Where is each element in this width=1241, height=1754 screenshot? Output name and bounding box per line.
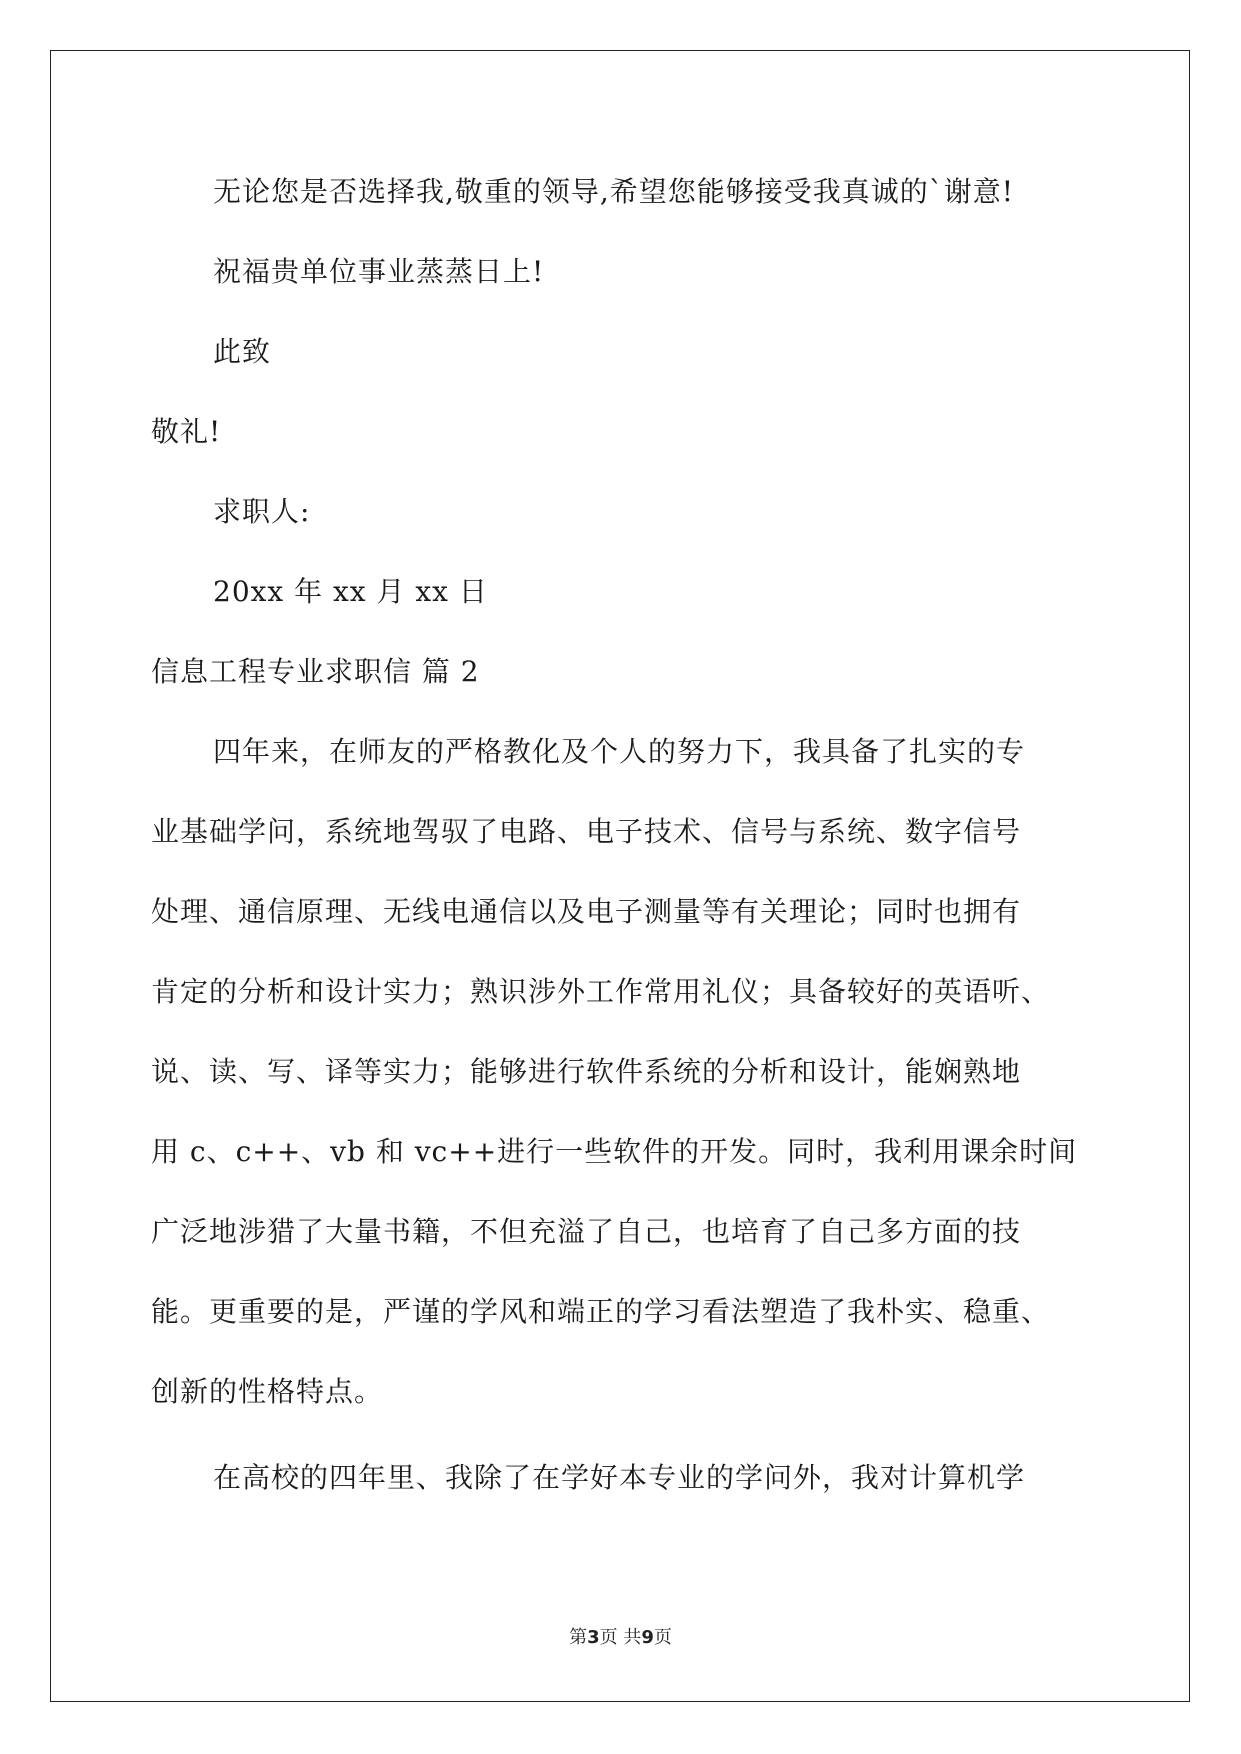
salutation-jingli: 敬礼! — [151, 415, 222, 448]
paragraph-line: 肯定的分析和设计实力；熟识涉外工作常用礼仪；具备较好的英语听、 — [151, 975, 1051, 1008]
current-page-number: 3 — [587, 1627, 600, 1648]
page-prefix: 第 — [569, 1627, 588, 1648]
paragraph-line: 广泛地涉猎了大量书籍，不但充溢了自己，也培育了自己多方面的技 — [151, 1215, 1022, 1248]
paragraph-line: 处理、通信原理、无线电通信以及电子测量等有关理论；同时也拥有 — [151, 895, 1022, 928]
paragraph-line: 说、读、写、译等实力；能够进行软件系统的分析和设计，能娴熟地 — [151, 1055, 1022, 1088]
paragraph-line: 能。更重要的是，严谨的学风和端正的学习看法塑造了我朴实、稳重、 — [151, 1295, 1051, 1328]
paragraph-line: 在高校的四年里、我除了在学好本专业的学问外，我对计算机学 — [213, 1461, 1026, 1494]
paragraph-line: 业基础学问，系统地驾驭了电路、电子技术、信号与系统、数字信号 — [151, 815, 1022, 848]
total-page-number: 9 — [641, 1627, 654, 1648]
page-mid: 页 共 — [599, 1627, 642, 1648]
paragraph-line: 创新的性格特点。 — [151, 1375, 384, 1408]
page-footer — [0, 1626, 1241, 1650]
paragraph-line: 用 c、c++、vb 和 vc++进行一些软件的开发。同时，我利用课余时间 — [151, 1135, 1078, 1168]
section-heading: 信息工程专业求职信 篇 2 — [151, 655, 480, 688]
applicant-label: 求职人: — [213, 495, 311, 528]
blessing-line: 祝福贵单位事业蒸蒸日上! — [213, 255, 545, 288]
closing-thanks-line: 无论您是否选择我,敬重的领导,希望您能够接受我真诚的`谢意! — [213, 175, 1015, 208]
letter-date: 20xx 年 xx 月 xx 日 — [213, 575, 488, 608]
page-border — [50, 50, 1190, 1702]
paragraph-line: 四年来，在师友的严格教化及个人的努力下，我具备了扎实的专 — [213, 735, 1026, 768]
page-suffix: 页 — [653, 1627, 672, 1648]
salutation-cizhi: 此致 — [213, 335, 272, 368]
